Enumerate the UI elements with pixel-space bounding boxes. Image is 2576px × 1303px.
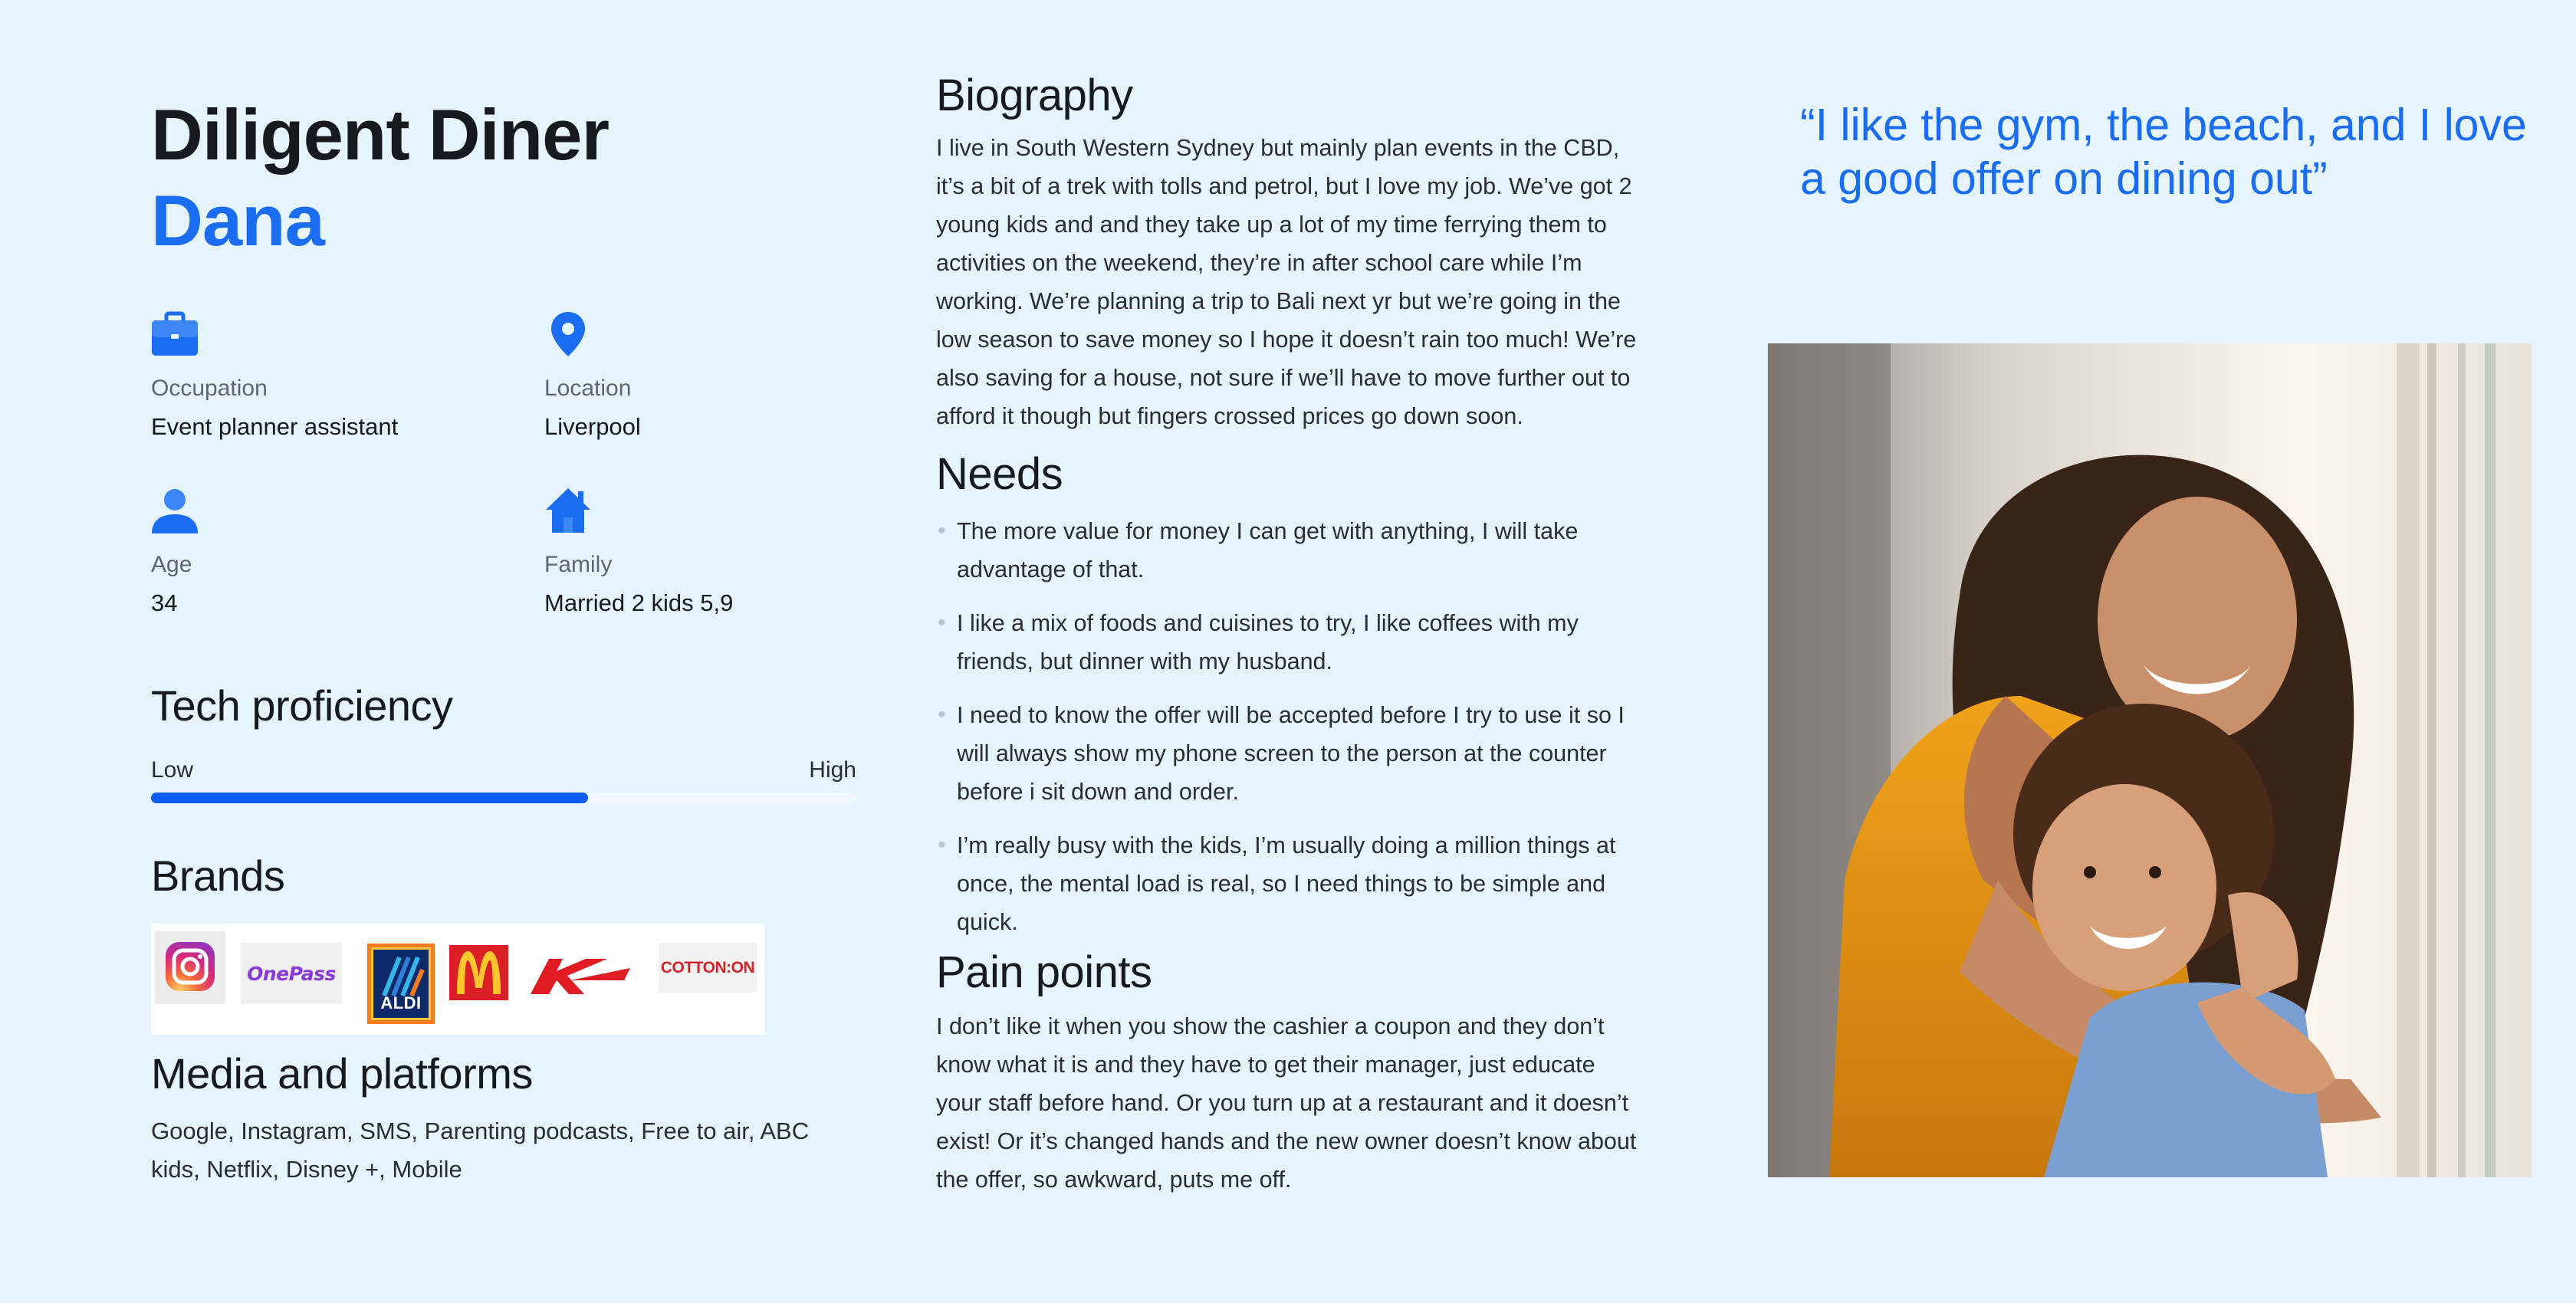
persona-title-line1: Diligent Diner	[151, 94, 610, 175]
occupation-value: Event planner assistant	[151, 413, 399, 440]
needs-item: • I need to know the offer will be accepted before I try to use it so I will always show my phone screen to the person at the counter before i sit down and order.	[936, 696, 1638, 811]
media-heading: Media and platforms	[151, 1049, 533, 1098]
brand-logos	[151, 924, 764, 1035]
age-value: 34	[151, 589, 178, 616]
briefcase-icon	[151, 310, 199, 358]
person-icon	[151, 487, 199, 534]
needs-item: • I’m really busy with the kids, I’m usually doing a million things at once, the mental load is real, so I need things to be simple and quick.	[936, 826, 1638, 941]
persona-facts	[151, 310, 856, 632]
location-label: Location	[544, 376, 632, 401]
brands-section	[151, 851, 856, 1013]
golden-arches-icon	[449, 945, 508, 1000]
location-fact	[544, 310, 866, 442]
occupation-fact	[151, 310, 473, 442]
biography-text: I live in South Western Sydney but mainly plan events in the CBD, it’s a bit of a trek with tolls and petrol, but I love my job. We’ve got 2 young kids and and they take up a lot of my time ferrying them to activities on the weekend, they’re in after school care while I’m working. We’re planning a trip to Bali next yr but we’re going in the low season to save money so I hope it doesn’t rain too much! We’re also saving for a house, not sure if we’ll have to move further out to afford it though but fingers crossed prices go down soon.	[936, 135, 1637, 429]
media-section	[151, 1049, 856, 1189]
family-value: Married 2 kids 5,9	[544, 589, 734, 616]
media-text: Google, Instagram, SMS, Parenting podcasts, Free to air, ABC kids, Netflix, Disney +, Mobile	[151, 1118, 810, 1183]
brands-heading: Brands	[151, 852, 285, 900]
mother-daughter-photo	[1768, 343, 2532, 1177]
instagram-icon	[155, 931, 225, 1004]
onepass-logo	[241, 943, 342, 1004]
pain-points-heading: Pain points	[936, 947, 1152, 997]
kmart-logo	[526, 954, 633, 996]
pain-points-text: I don’t like it when you show the cashier a coupon and they don’t know what it is and they have to get their manager, just educate your staff before hand. Or you turn up at a restaurant and it doesn’t exist! Or it’s changed hands and the new owner doesn’t know about the offer, so awkward, puts me off.	[936, 1013, 1637, 1193]
tech-heading: Tech proficiency	[151, 681, 453, 730]
location-value: Liverpool	[544, 413, 641, 440]
persona-photo	[1768, 343, 2532, 1177]
aldi-stripes-icon	[373, 954, 429, 997]
tech-bar-track	[151, 793, 856, 803]
kmart-k-icon	[526, 954, 633, 996]
needs-list	[936, 512, 1641, 941]
needs-item: • The more value for money I can get with anything, I will take advantage of that.	[936, 512, 1638, 589]
home-icon	[544, 487, 592, 534]
aldi-logo-text: ALDI	[380, 993, 422, 1013]
aldi-logo	[367, 944, 435, 1024]
cotton-on-logo	[659, 943, 757, 993]
tech-low-label: Low	[151, 757, 194, 783]
onepass-logo-text: OnePass	[247, 962, 336, 985]
family-label: Family	[544, 552, 613, 577]
biography-heading: Biography	[936, 71, 1133, 120]
map-pin-icon	[544, 310, 592, 358]
age-label: Age	[151, 552, 192, 577]
cotton-on-logo-text: COTTON:ON	[660, 958, 755, 976]
persona-title	[151, 92, 856, 264]
age-fact	[151, 487, 473, 619]
tech-proficiency	[151, 681, 856, 783]
instagram-logo	[155, 931, 225, 1004]
occupation-label: Occupation	[151, 376, 268, 401]
persona-quote: “I like the gym, the beach, and I love a good offer on dining out”	[1800, 100, 2527, 204]
tech-high-label: High	[809, 757, 856, 783]
persona-details	[936, 69, 1641, 1199]
needs-heading: Needs	[936, 449, 1063, 499]
tech-bar-fill	[151, 793, 588, 803]
persona-name: Dana	[151, 180, 324, 261]
family-fact	[544, 487, 866, 619]
kmart-logo-text: mart	[587, 965, 608, 976]
mcdonalds-logo	[449, 945, 508, 1000]
needs-item: • I like a mix of foods and cuisines to try, I like coffees with my friends, but dinner with my husband.	[936, 604, 1638, 681]
